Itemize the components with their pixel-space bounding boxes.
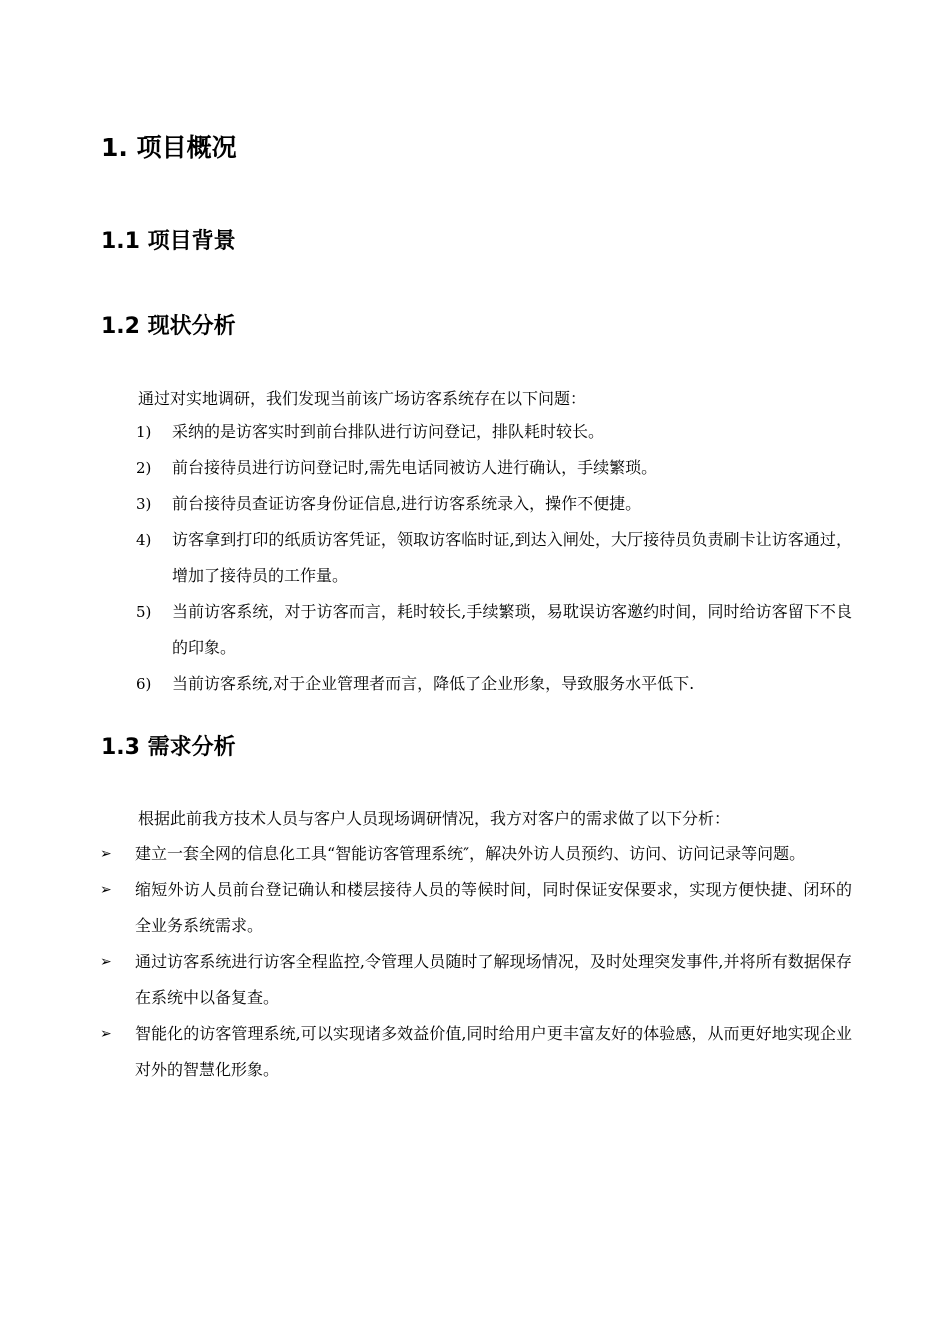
list-item-text: 当前访客系统，对于访客而言，耗时较长,手续繁琐，易耽误访客邀约时间，同时给访客留下不良的印象。 (172, 602, 852, 657)
list-item (100, 836, 852, 872)
list-item (100, 594, 852, 666)
list-item (100, 450, 852, 486)
arrow-bullet-icon: ➢ (100, 954, 112, 970)
list-item-text: 前台接待员查证访客身份证信息,进行访客系统录入，操作不便捷。 (172, 494, 642, 513)
heading-status-analysis: 1.2 现状分析 (101, 314, 236, 339)
list-item-text: 访客拿到打印的纸质访客凭证，领取访客临时证,到达入闸处，大厅接待员负责刷卡让访客通过，增加了接待员的工作量。 (172, 530, 852, 585)
heading-requirements-analysis: 1.3 需求分析 (101, 735, 236, 760)
list-item-text: 通过访客系统进行访客全程监控,令管理人员随时了解现场情况，及时处理突发事件,并将所有数据保存在系统中以备复查。 (135, 952, 852, 1007)
requirements-list (100, 836, 852, 1088)
list-item (100, 486, 852, 522)
list-marker: 3) (136, 495, 152, 513)
heading-project-overview: 1. 项目概况 (101, 133, 237, 162)
requirements-intro-paragraph: 根据此前我方技术人员与客户人员现场调研情况，我方对客户的需求做了以下分析： (138, 809, 731, 828)
heading-project-background: 1.1 项目背景 (101, 229, 236, 254)
list-item (100, 872, 852, 944)
list-item (100, 666, 852, 702)
arrow-bullet-icon: ➢ (100, 846, 112, 862)
list-item-text: 缩短外访人员前台登记确认和楼层接待人员的等候时间，同时保证安保要求，实现方便快捷、闭环的全业务系统需求。 (135, 880, 852, 935)
list-marker: 2) (136, 459, 152, 477)
list-item (100, 522, 852, 594)
list-marker: 6) (136, 675, 152, 693)
arrow-bullet-icon: ➢ (100, 882, 112, 898)
status-intro-paragraph: 通过对实地调研，我们发现当前该广场访客系统存在以下问题： (138, 389, 587, 408)
status-issues-list (100, 414, 852, 702)
list-item (100, 414, 852, 450)
list-item (100, 1016, 852, 1088)
list-item (100, 944, 852, 1016)
list-marker: 1) (136, 423, 152, 441)
list-item-text: 前台接待员进行访问登记时,需先电话同被访人进行确认，手续繁琐。 (172, 458, 658, 477)
list-marker: 5) (136, 603, 152, 621)
arrow-bullet-icon: ➢ (100, 1026, 112, 1042)
list-marker: 4) (136, 531, 152, 549)
list-item-text: 建立一套全网的信息化工具“智能访客管理系统″，解决外访人员预约、访问、访问记录等问题。 (135, 844, 806, 863)
list-item-text: 采纳的是访客实时到前台排队进行访问登记，排队耗时较长。 (172, 422, 605, 441)
list-item-text: 当前访客系统,对于企业管理者而言，降低了企业形象，导致服务水平低下. (172, 674, 695, 693)
list-item-text: 智能化的访客管理系统,可以实现诸多效益价值,同时给用户更丰富友好的体验感，从而更好地实现企业对外的智慧化形象。 (135, 1024, 852, 1079)
